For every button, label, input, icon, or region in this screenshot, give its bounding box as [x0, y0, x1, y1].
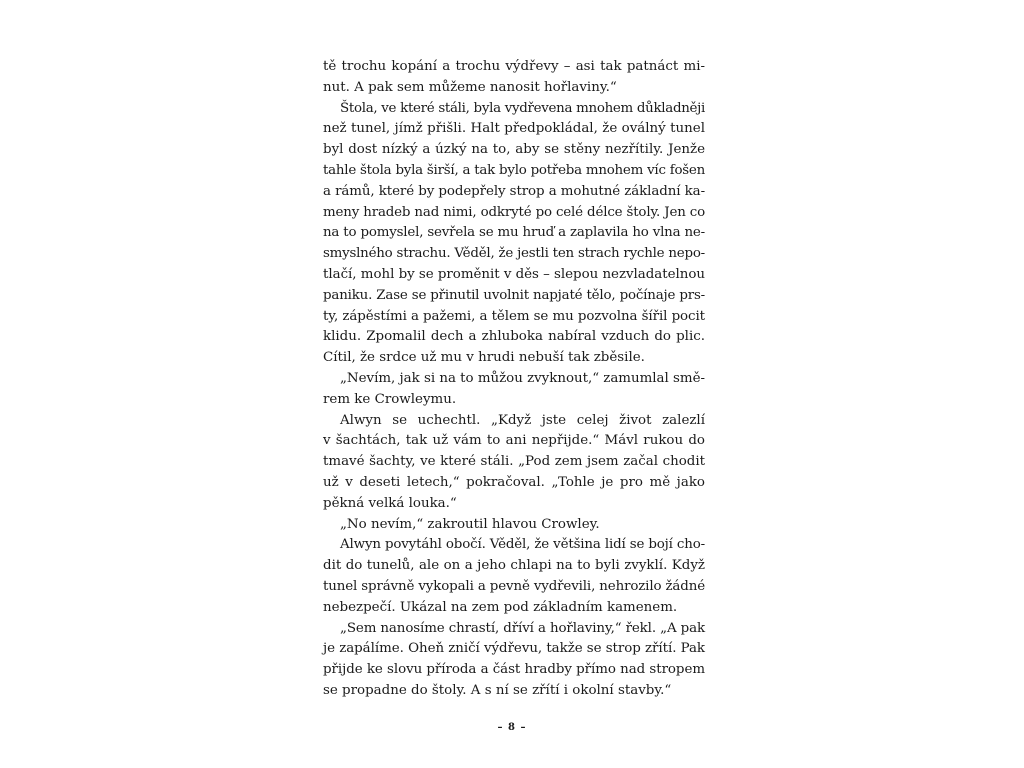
- text-line: a rámů, které by podepřely strop a mohutné základní ka-: [323, 183, 706, 199]
- text-line: nebezpečí. Ukázal na zem pod základním kamenem.: [323, 599, 678, 615]
- text-line: klidu. Zpomalil dech a zhluboka nabíral vzduch do plic.: [323, 329, 705, 345]
- text-line: smyslného strachu. Věděl, že jestli ten strach rychle nepo-: [323, 246, 705, 262]
- text-line: „No nevím,“ zakroutil hlavou Crowley.: [340, 516, 600, 532]
- text-line: pěkná velká louka.“: [323, 495, 457, 511]
- text-line: „Nevím, jak si na to můžou zvyknout,“ zamumlal smě-: [340, 370, 706, 386]
- text-line: tunel správně vykopali a pevně vydřevili, nehrozilo žádné: [323, 578, 705, 594]
- text-line: tlačí, mohl by se proměnit v děs – slepou nezvladatelnou: [323, 266, 705, 282]
- text-line: meny hradeb nad nimi, odkryté po celé délce štoly. Jen co: [323, 204, 705, 220]
- text-line: Cítil, že srdce už mu v hrudi nebuší tak zběsile.: [323, 350, 645, 366]
- text-line: už v deseti letech,“ pokračoval. „Tohle je pro mě jako: [323, 474, 705, 490]
- text-line: dit do tunelů, ale on a jeho chlapi na to byli zvyklí. Když: [323, 558, 705, 574]
- text-line: než tunel, jímž přišli. Halt předpokládal, že oválný tunel: [323, 121, 705, 137]
- text-line: Alwyn se uchechtl. „Když jste celej život zalezlí: [340, 412, 705, 428]
- text-line: byl dost nízký a úzký na to, aby se stěny nezřítily. Jenže: [323, 142, 705, 158]
- text-line: Alwyn povytáhl obočí. Věděl, že většina lidí se bojí cho-: [340, 537, 705, 553]
- text-line: tmavé šachty, ve které stáli. „Pod zem jsem začal chodit: [323, 454, 705, 470]
- text-line: Štola, ve které stáli, byla vydřevena mnohem důkladněji: [340, 100, 706, 116]
- text-line: se propadne do štoly. A s ní se zřítí i okolní stavby.“: [323, 682, 672, 698]
- text-line: je zapálíme. Oheň zničí výdřevu, takže se strop zřítí. Pak: [323, 641, 706, 657]
- body-text: [323, 57, 705, 702]
- page-number: – 8 –: [497, 722, 527, 733]
- text-line: rem ke Crowleymu.: [323, 391, 457, 407]
- text-line: „Sem nanosíme chrastí, dříví a hořlaviny,“ řekl. „A pak: [340, 620, 705, 636]
- text-line: přijde ke slovu příroda a část hradby přímo nad stropem: [323, 662, 705, 678]
- text-line: nut. A pak sem můžeme nanosit hořlaviny.“: [323, 79, 617, 95]
- text-line: ty, zápěstími a pažemi, a tělem se mu pozvolna šířil pocit: [323, 308, 705, 324]
- text-line: v šachtách, tak už vám to ani nepřijde.“ Mávl rukou do: [323, 433, 705, 449]
- text-line: tě trochu kopání a trochu výdřevy – asi tak patnáct mi-: [323, 59, 705, 74]
- text-line: tahle štola byla širší, a tak bylo potřeba mnohem víc fošen: [323, 162, 705, 178]
- text-line: na to pomyslel, sevřela se mu hruď a zaplavila ho vlna ne-: [323, 225, 705, 241]
- text-line: paniku. Zase se přinutil uvolnit napjaté tělo, počínaje prs-: [323, 287, 705, 303]
